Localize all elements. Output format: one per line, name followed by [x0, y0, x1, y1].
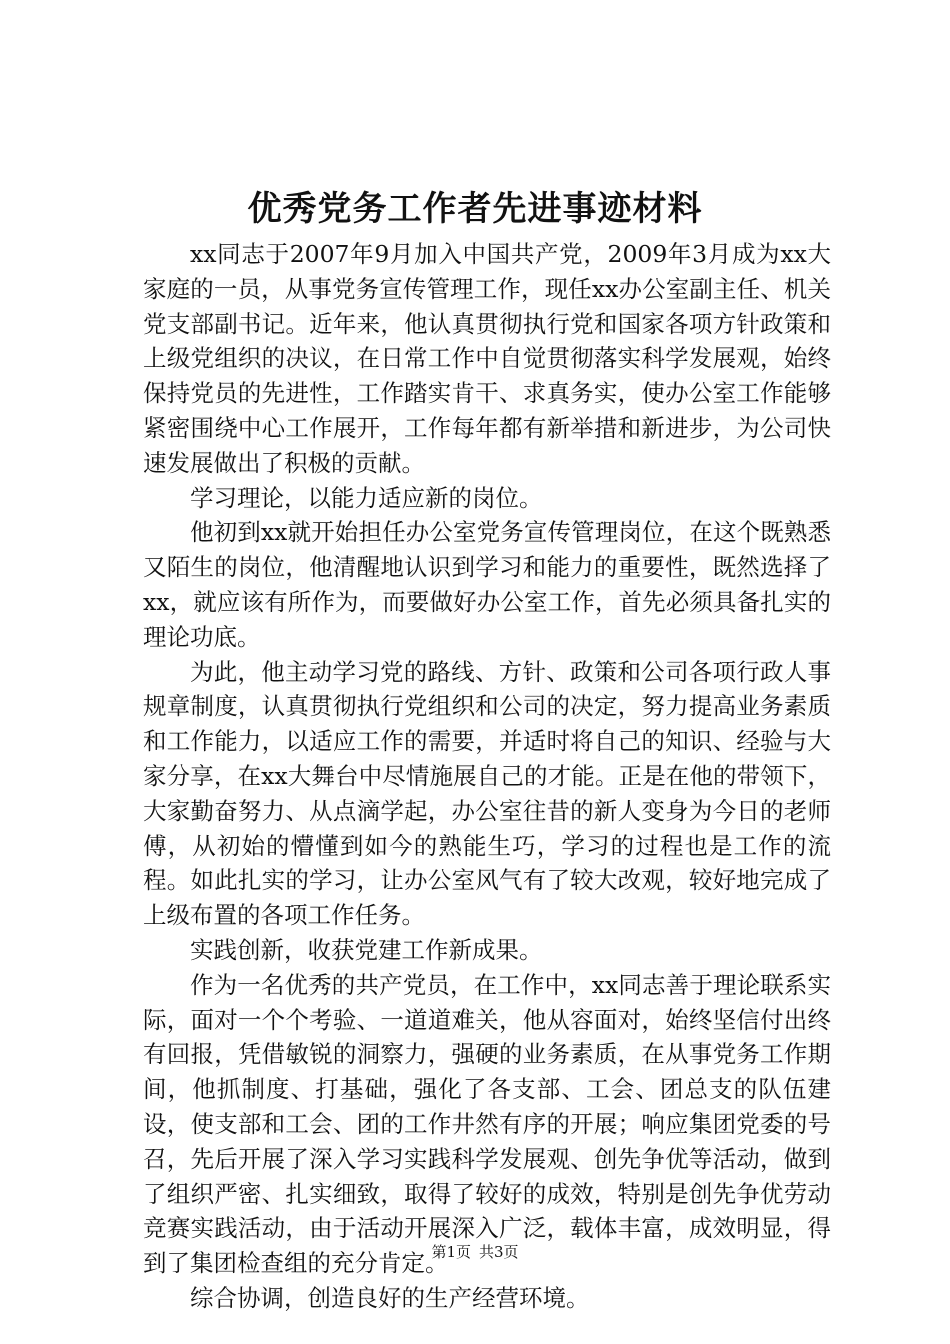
paragraph-new-post: 他初到xx就开始担任办公室党务宣传管理岗位，在这个既熟悉又陌生的岗位，他清醒地认识到学习和能力的重要性，既然选择了xx，就应该有所作为，而要做好办公室工作，首先必须具备扎实的理论功底。 [143, 518, 831, 651]
paragraph-learning: 为此，他主动学习党的路线、方针、政策和公司各项行政人事规章制度，认真贯彻执行党组织和公司的决定，努力提高业务素质和工作能力，以适应工作的需要，并适时将自己的知识、经验与大家分享，在xx大舞台中尽情施展自己的才能。正是在他的带领下，大家勤奋努力、从点滴学起，办公室往昔的新人变身为今日的老师傅，从初始的懵懂到如今的熟能生巧，学习的过程也是工作的流程。如此扎实的学习，让办公室风气有了较大改观，较好地完成了上级布置的各项工作任务。 [143, 657, 831, 930]
page-number: 第1页 [431, 1243, 471, 1261]
document-body [143, 237, 831, 1316]
page-total: 共3页 [479, 1243, 519, 1261]
page-footer [0, 1242, 950, 1262]
document-title: 优秀党务工作者先进事迹材料 [247, 189, 703, 229]
section-heading-practice: 实践创新，收获党建工作新成果。 [190, 935, 543, 964]
paragraph-practice: 作为一名优秀的共产党员，在工作中，xx同志善于理论联系实际，面对一个个考验、一道道难关，他从容面对，始终坚信付出终有回报，凭借敏锐的洞察力，强硬的业务素质，在从事党务工作期间，他抓制度、打基础，强化了各支部、工会、团总支的队伍建设，使支部和工会、团的工作井然有序的开展；响应集团党委的号召，先后开展了深入学习实践科学发展观、创先争优等活动，做到了组织严密、扎实细致，取得了较好的成效，特别是创先争优劳动竞赛实践活动，由于活动开展深入广泛，载体丰富，成效明显，得到了集团检查组的充分肯定。 [143, 970, 831, 1278]
section-heading-study: 学习理论，以能力适应新的岗位。 [190, 483, 543, 512]
section-heading-coordination: 综合协调，创造良好的生产经营环境。 [190, 1283, 590, 1312]
paragraph-intro: xx同志于2007年9月加入中国共产党，2009年3月成为xx大家庭的一员，从事党务宣传管理工作，现任xx办公室副主任、机关党支部副书记。近年来，他认真贯彻执行党和国家各项方针政策和上级党组织的决议，在日常工作中自觉贯彻落实科学发展观，始终保持党员的先进性，工作踏实肯干、求真务实，使办公室工作能够紧密围绕中心工作展开，工作每年都有新举措和新进步，为公司快速发展做出了积极的贡献。 [143, 240, 831, 477]
